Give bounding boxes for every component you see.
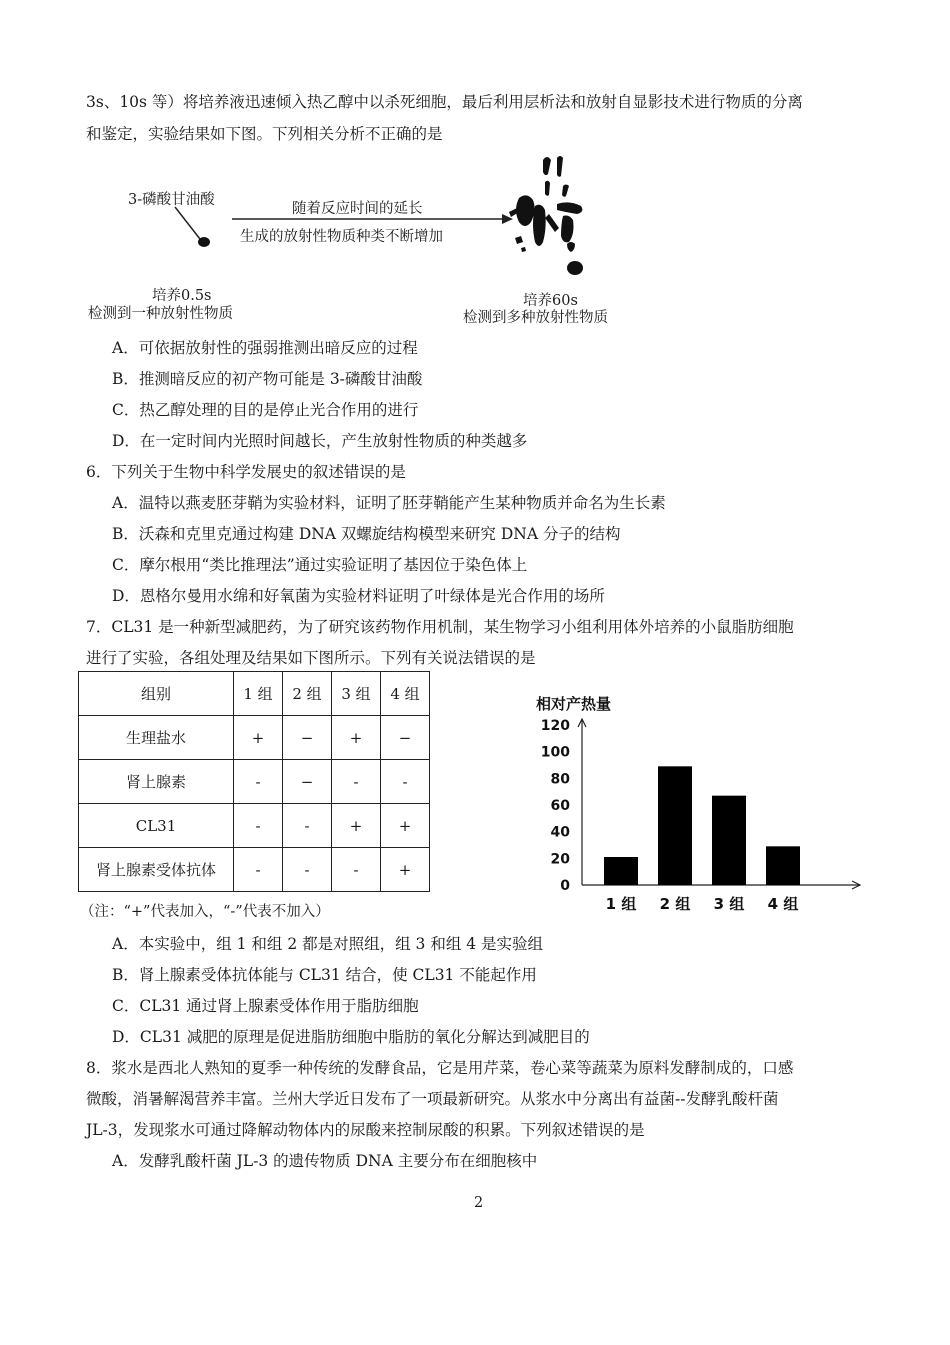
table-cell: - — [332, 848, 381, 892]
table-cell: - — [234, 804, 283, 848]
y-tick-label: 100 — [540, 744, 570, 761]
y-tick-label: 120 — [540, 718, 570, 734]
q5-option-c: C．热乙醇处理的目的是停止光合作用的进行 — [112, 401, 419, 419]
intro-line-2: 和鉴定，实验结果如下图。下列相关分析不正确的是 — [86, 125, 443, 143]
chart-bars — [604, 766, 800, 885]
q8-option-a: A．发酵乳酸杆菌 JL-3 的遗传物质 DNA 主要分布在细胞核中 — [112, 1152, 538, 1170]
table-cell: + — [332, 716, 381, 760]
table-cell: 肾上腺素受体抗体 — [79, 848, 234, 892]
table-cell: CL31 — [79, 804, 234, 848]
q6-option-c: C．摩尔根用“类比推理法”通过实验证明了基因位于染色体上 — [112, 556, 528, 574]
chart-y-axis-label: 相对产热量 — [536, 695, 612, 713]
bar-2 — [658, 766, 692, 885]
table-row — [79, 804, 430, 848]
chart-x-ticks — [606, 895, 799, 913]
table-cell: - — [234, 848, 283, 892]
q7-stem-2: 进行了实验，各组处理及结果如下图所示。下列有关说法错误的是 — [86, 649, 536, 667]
pointer-line — [170, 205, 220, 250]
table-cell: - — [283, 804, 332, 848]
arrow-label-top: 随着反应时间的延长 — [292, 201, 423, 217]
q7-option-a: A．本实验中，组 1 和组 2 都是对照组，组 3 和组 4 是实验组 — [112, 935, 544, 953]
table-cell: - — [332, 760, 381, 804]
q7-stem-1: 7．CL31 是一种新型减肥药，为了研究该药物作用机制，某生物学习小组利用体外培养的小鼠脂肪细胞 — [86, 618, 794, 636]
chart-y-ticks — [541, 718, 570, 894]
bar-4 — [766, 846, 800, 885]
right-caption-1: 培养60s — [523, 293, 578, 309]
page-number: 2 — [474, 1195, 484, 1211]
table-cell: + — [332, 804, 381, 848]
substance-label: 3-磷酸甘油酸 — [128, 192, 215, 208]
q8-stem-3: JL-3，发现浆水可通过降解动物体内的尿酸来控制尿酸的积累。下列叙述错误的是 — [86, 1121, 645, 1139]
radioactive-spots — [505, 152, 590, 284]
arrow-label-bottom: 生成的放射性物质种类不断增加 — [240, 229, 443, 245]
x-tick-label: 3 组 — [713, 895, 745, 913]
table-cell: - — [381, 760, 430, 804]
q6-option-d: D．恩格尔曼用水绵和好氧菌为实验材料证明了叶绿体是光合作用的场所 — [112, 587, 605, 605]
q6-option-b: B．沃森和克里克通过构建 DNA 双螺旋结构模型来研究 DNA 分子的结构 — [112, 525, 621, 543]
y-tick-label: 80 — [550, 771, 570, 788]
q7-option-b: B．肾上腺素受体抗体能与 CL31 结合，使 CL31 不能起作用 — [112, 966, 537, 984]
heat-production-chart — [520, 685, 870, 920]
q5-option-a: A．可依据放射性的强弱推测出暗反应的过程 — [112, 339, 418, 357]
q6-stem: 6．下列关于生物中科学发展史的叙述错误的是 — [86, 463, 406, 481]
x-tick-label: 2 组 — [659, 895, 691, 913]
table-note: （注：“+”代表加入，“-”代表不加入） — [80, 904, 330, 920]
y-tick-label: 40 — [550, 824, 570, 841]
table-cell: - — [283, 848, 332, 892]
table-header-cell: 2 组 — [283, 672, 332, 716]
bar-3 — [712, 796, 746, 885]
table-row — [79, 848, 430, 892]
table-cell: 肾上腺素 — [79, 760, 234, 804]
q8-stem-2: 微酸，消暑解渴营养丰富。兰州大学近日发布了一项最新研究。从浆水中分离出有益菌--发酵乳酸杆菌 — [86, 1090, 779, 1108]
y-tick-label: 0 — [560, 878, 570, 894]
q7-option-d: D．CL31 减肥的原理是促进脂肪细胞中脂肪的氧化分解达到减肥目的 — [112, 1028, 590, 1046]
bar-1 — [604, 857, 638, 885]
table-header-row — [79, 672, 430, 716]
table-header-cell: 3 组 — [332, 672, 381, 716]
table-row — [79, 760, 430, 804]
right-caption-2: 检测到多种放射性物质 — [463, 310, 608, 326]
q7-option-c: C．CL31 通过肾上腺素受体作用于脂肪细胞 — [112, 997, 419, 1015]
table-cell: − — [283, 716, 332, 760]
left-caption-1: 培养0.5s — [152, 288, 212, 304]
left-caption-2: 检测到一种放射性物质 — [88, 306, 233, 322]
x-tick-label: 1 组 — [605, 895, 637, 913]
treatment-table — [78, 671, 430, 892]
q6-option-a: A．温特以燕麦胚芽鞘为实验材料，证明了胚芽鞘能产生某种物质并命名为生长素 — [112, 494, 666, 512]
y-tick-label: 60 — [550, 798, 570, 814]
table-cell: − — [283, 760, 332, 804]
y-tick-label: 20 — [550, 851, 570, 868]
intro-line-1: 3s、10s 等）将培养液迅速倾入热乙醇中以杀死细胞，最后利用层析法和放射自显影技术进行物质的分离 — [86, 93, 803, 111]
table-cell: - — [234, 760, 283, 804]
table-cell: − — [381, 716, 430, 760]
table-cell: + — [234, 716, 283, 760]
table-cell: + — [381, 848, 430, 892]
table-row — [79, 716, 430, 760]
table-header-cell: 4 组 — [381, 672, 430, 716]
x-tick-label: 4 组 — [767, 895, 799, 913]
table-header-cell: 1 组 — [234, 672, 283, 716]
arrow-icon — [232, 212, 514, 226]
table-cell: + — [381, 804, 430, 848]
table-header-cell: 组别 — [79, 672, 234, 716]
table-cell: 生理盐水 — [79, 716, 234, 760]
q8-stem-1: 8．浆水是西北人熟知的夏季一种传统的发酵食品，它是用芹菜，卷心菜等蔬菜为原料发酵制成的，口感 — [86, 1059, 794, 1077]
q5-option-b: B．推测暗反应的初产物可能是 3-磷酸甘油酸 — [112, 370, 423, 388]
q5-option-d: D．在一定时间内光照时间越长，产生放射性物质的种类越多 — [112, 432, 528, 450]
